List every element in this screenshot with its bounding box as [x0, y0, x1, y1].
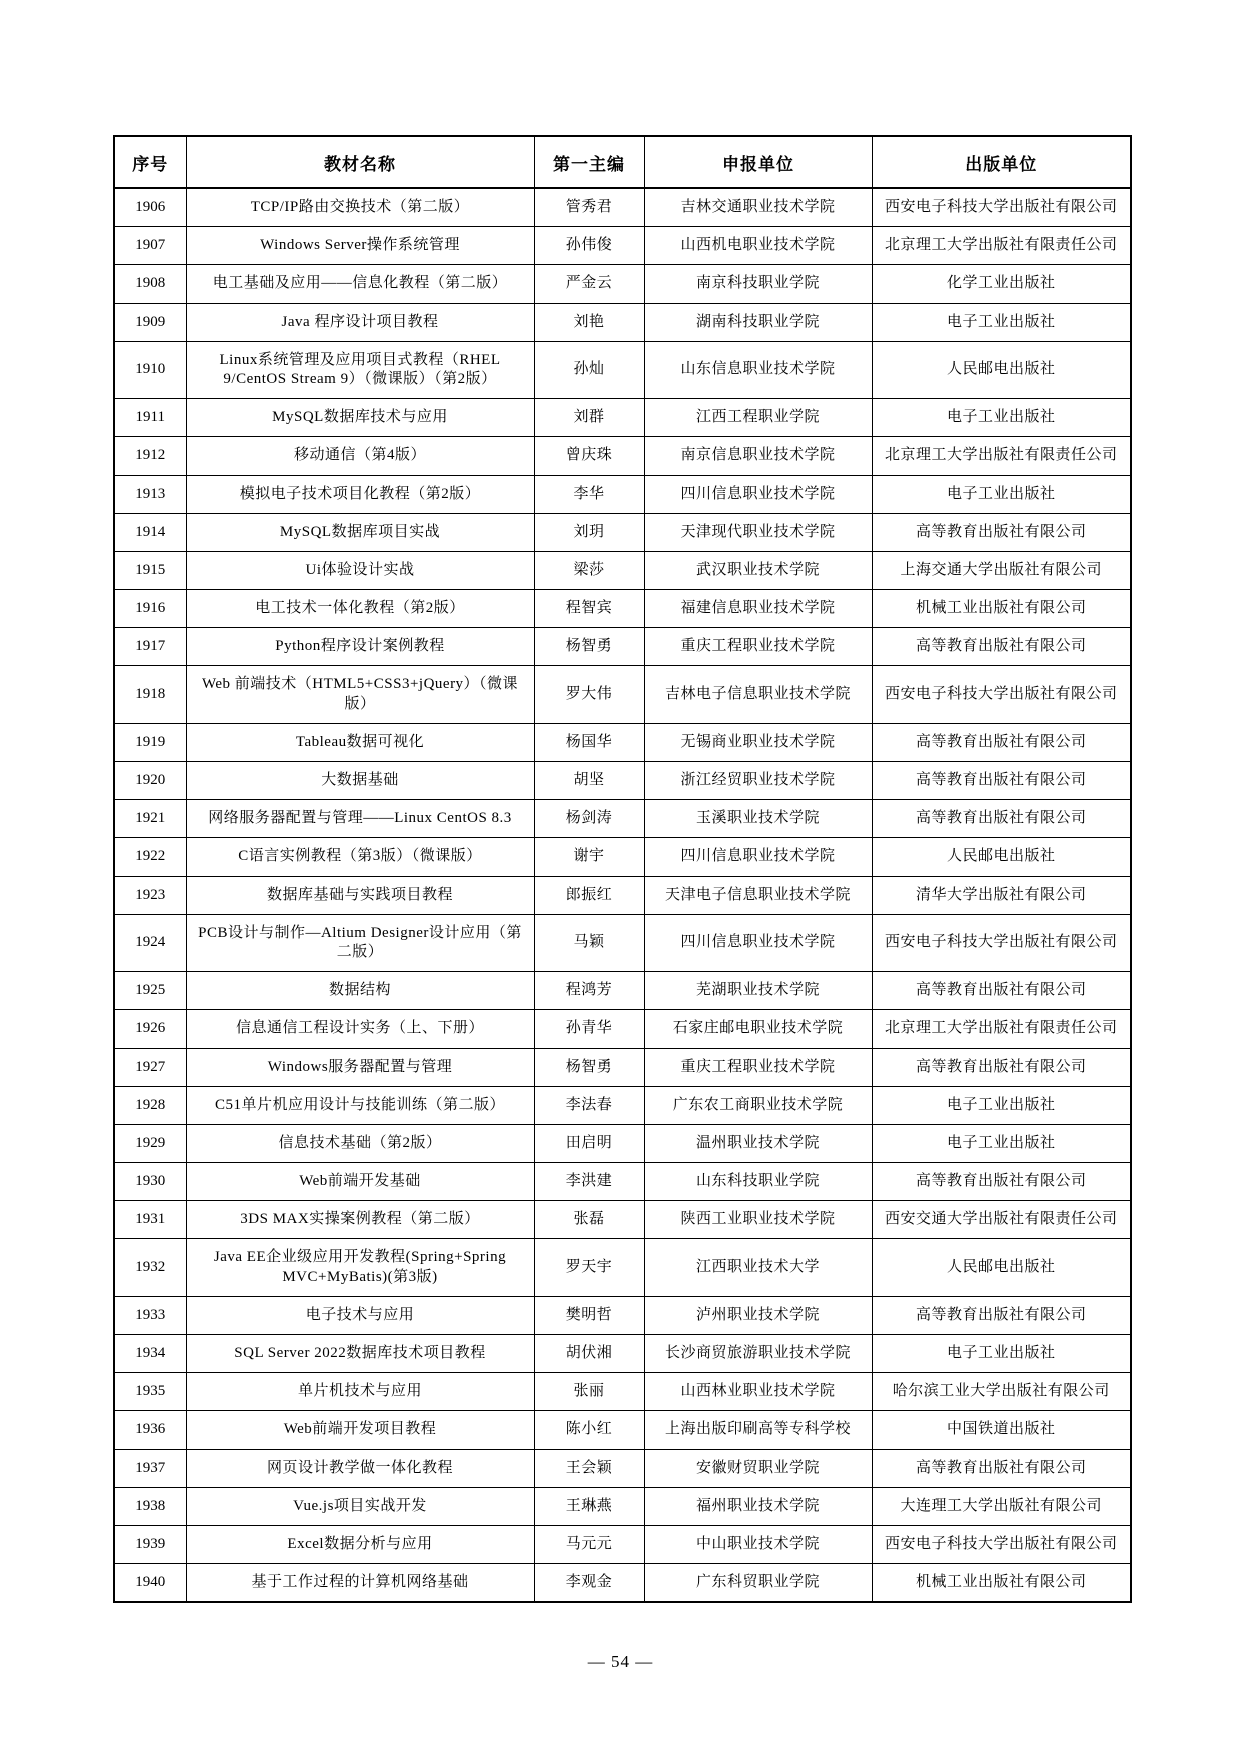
cell-publishing-institution: 高等教育出版社有限公司 [872, 1048, 1131, 1086]
cell-first-chief-editor: 胡伏湘 [534, 1335, 644, 1373]
cell-publishing-institution: 电子工业出版社 [872, 1086, 1131, 1124]
cell-serial-number: 1935 [114, 1373, 186, 1411]
cell-first-chief-editor: 罗天宇 [534, 1239, 644, 1296]
cell-serial-number: 1916 [114, 590, 186, 628]
cell-serial-number: 1925 [114, 972, 186, 1010]
cell-serial-number: 1932 [114, 1239, 186, 1296]
cell-serial-number: 1934 [114, 1335, 186, 1373]
cell-applying-institution: 南京科技职业学院 [644, 265, 872, 303]
cell-applying-institution: 福建信息职业技术学院 [644, 590, 872, 628]
cell-publishing-institution: 高等教育出版社有限公司 [872, 628, 1131, 666]
table-row [114, 1048, 1131, 1086]
cell-publishing-institution: 机械工业出版社有限公司 [872, 590, 1131, 628]
cell-first-chief-editor: 梁莎 [534, 551, 644, 589]
cell-publishing-institution: 化学工业出版社 [872, 265, 1131, 303]
cell-publishing-institution: 电子工业出版社 [872, 1124, 1131, 1162]
cell-first-chief-editor: 李洪建 [534, 1163, 644, 1201]
table-row [114, 800, 1131, 838]
table-row [114, 341, 1131, 398]
cell-textbook-name: Ui体验设计实战 [186, 551, 534, 589]
table-row [114, 303, 1131, 341]
cell-textbook-name: 电工技术一体化教程（第2版） [186, 590, 534, 628]
cell-first-chief-editor: 杨智勇 [534, 628, 644, 666]
cell-textbook-name: 网络服务器配置与管理——Linux CentOS 8.3 [186, 800, 534, 838]
cell-applying-institution: 山西林业职业技术学院 [644, 1373, 872, 1411]
textbook-table [113, 135, 1132, 1603]
table-row [114, 1010, 1131, 1048]
table-header [114, 136, 1131, 188]
cell-first-chief-editor: 王琳燕 [534, 1487, 644, 1525]
cell-first-chief-editor: 李法春 [534, 1086, 644, 1124]
cell-serial-number: 1939 [114, 1525, 186, 1563]
cell-applying-institution: 石家庄邮电职业技术学院 [644, 1010, 872, 1048]
table-row [114, 590, 1131, 628]
cell-publishing-institution: 高等教育出版社有限公司 [872, 800, 1131, 838]
table-row [114, 1201, 1131, 1239]
table-row [114, 762, 1131, 800]
cell-serial-number: 1912 [114, 437, 186, 475]
cell-publishing-institution: 高等教育出版社有限公司 [872, 723, 1131, 761]
cell-first-chief-editor: 管秀君 [534, 188, 644, 227]
cell-publishing-institution: 哈尔滨工业大学出版社有限公司 [872, 1373, 1131, 1411]
cell-serial-number: 1907 [114, 227, 186, 265]
cell-applying-institution: 安徽财贸职业学院 [644, 1449, 872, 1487]
cell-applying-institution: 四川信息职业技术学院 [644, 838, 872, 876]
cell-serial-number: 1928 [114, 1086, 186, 1124]
cell-textbook-name: Excel数据分析与应用 [186, 1525, 534, 1563]
cell-publishing-institution: 西安电子科技大学出版社有限公司 [872, 914, 1131, 971]
cell-textbook-name: Java EE企业级应用开发教程(Spring+Spring MVC+MyBatis)(第3版) [186, 1239, 534, 1296]
cell-publishing-institution: 清华大学出版社有限公司 [872, 876, 1131, 914]
cell-publishing-institution: 高等教育出版社有限公司 [872, 1296, 1131, 1334]
cell-publishing-institution: 电子工业出版社 [872, 475, 1131, 513]
cell-publishing-institution: 高等教育出版社有限公司 [872, 972, 1131, 1010]
cell-applying-institution: 四川信息职业技术学院 [644, 914, 872, 971]
cell-publishing-institution: 高等教育出版社有限公司 [872, 1163, 1131, 1201]
cell-textbook-name: 模拟电子技术项目化教程（第2版） [186, 475, 534, 513]
cell-applying-institution: 长沙商贸旅游职业技术学院 [644, 1335, 872, 1373]
cell-serial-number: 1908 [114, 265, 186, 303]
cell-first-chief-editor: 张磊 [534, 1201, 644, 1239]
cell-applying-institution: 山西机电职业技术学院 [644, 227, 872, 265]
cell-first-chief-editor: 谢宇 [534, 838, 644, 876]
table-row [114, 1296, 1131, 1334]
cell-textbook-name: 信息技术基础（第2版） [186, 1124, 534, 1162]
cell-first-chief-editor: 胡坚 [534, 762, 644, 800]
header-row [114, 136, 1131, 188]
cell-first-chief-editor: 刘玥 [534, 513, 644, 551]
cell-first-chief-editor: 王会颖 [534, 1449, 644, 1487]
cell-applying-institution: 广东农工商职业技术学院 [644, 1086, 872, 1124]
cell-first-chief-editor: 曾庆珠 [534, 437, 644, 475]
cell-applying-institution: 吉林电子信息职业技术学院 [644, 666, 872, 723]
cell-serial-number: 1931 [114, 1201, 186, 1239]
cell-textbook-name: 电工基础及应用——信息化教程（第二版） [186, 265, 534, 303]
cell-textbook-name: 3DS MAX实操案例教程（第二版） [186, 1201, 534, 1239]
cell-first-chief-editor: 孙灿 [534, 341, 644, 398]
cell-applying-institution: 福州职业技术学院 [644, 1487, 872, 1525]
cell-first-chief-editor: 樊明哲 [534, 1296, 644, 1334]
cell-serial-number: 1914 [114, 513, 186, 551]
cell-applying-institution: 江西工程职业学院 [644, 399, 872, 437]
cell-applying-institution: 山东科技职业学院 [644, 1163, 872, 1201]
table-row [114, 227, 1131, 265]
table-row [114, 1411, 1131, 1449]
cell-applying-institution: 天津现代职业技术学院 [644, 513, 872, 551]
cell-first-chief-editor: 孙青华 [534, 1010, 644, 1048]
table-row [114, 1525, 1131, 1563]
cell-textbook-name: 数据结构 [186, 972, 534, 1010]
cell-serial-number: 1929 [114, 1124, 186, 1162]
cell-textbook-name: 信息通信工程设计实务（上、下册） [186, 1010, 534, 1048]
page-number: — 54 — [587, 1652, 654, 1671]
cell-applying-institution: 芜湖职业技术学院 [644, 972, 872, 1010]
cell-serial-number: 1911 [114, 399, 186, 437]
cell-serial-number: 1906 [114, 188, 186, 227]
table-row [114, 265, 1131, 303]
table-row [114, 1449, 1131, 1487]
cell-textbook-name: Windows服务器配置与管理 [186, 1048, 534, 1086]
cell-textbook-name: Windows Server操作系统管理 [186, 227, 534, 265]
cell-publishing-institution: 电子工业出版社 [872, 399, 1131, 437]
cell-first-chief-editor: 程智宾 [534, 590, 644, 628]
cell-applying-institution: 玉溪职业技术学院 [644, 800, 872, 838]
cell-publishing-institution: 西安电子科技大学出版社有限公司 [872, 188, 1131, 227]
cell-textbook-name: 单片机技术与应用 [186, 1373, 534, 1411]
table-row [114, 666, 1131, 723]
cell-publishing-institution: 电子工业出版社 [872, 1335, 1131, 1373]
cell-applying-institution: 上海出版印刷高等专科学校 [644, 1411, 872, 1449]
cell-serial-number: 1940 [114, 1564, 186, 1603]
cell-applying-institution: 重庆工程职业技术学院 [644, 628, 872, 666]
cell-textbook-name: 基于工作过程的计算机网络基础 [186, 1564, 534, 1603]
header-first-chief-editor: 第一主编 [534, 136, 644, 188]
cell-textbook-name: Vue.js项目实战开发 [186, 1487, 534, 1525]
cell-publishing-institution: 机械工业出版社有限公司 [872, 1564, 1131, 1603]
cell-applying-institution: 广东科贸职业学院 [644, 1564, 872, 1603]
header-textbook-name: 教材名称 [186, 136, 534, 188]
cell-textbook-name: 大数据基础 [186, 762, 534, 800]
cell-serial-number: 1920 [114, 762, 186, 800]
cell-first-chief-editor: 李观金 [534, 1564, 644, 1603]
cell-first-chief-editor: 李华 [534, 475, 644, 513]
table-row [114, 1487, 1131, 1525]
table-row [114, 1564, 1131, 1603]
table-row [114, 1239, 1131, 1296]
cell-first-chief-editor: 田启明 [534, 1124, 644, 1162]
table-row [114, 399, 1131, 437]
cell-textbook-name: SQL Server 2022数据库技术项目教程 [186, 1335, 534, 1373]
cell-publishing-institution: 西安电子科技大学出版社有限公司 [872, 666, 1131, 723]
cell-first-chief-editor: 刘艳 [534, 303, 644, 341]
cell-first-chief-editor: 马元元 [534, 1525, 644, 1563]
cell-applying-institution: 江西职业技术大学 [644, 1239, 872, 1296]
cell-first-chief-editor: 马颖 [534, 914, 644, 971]
cell-publishing-institution: 北京理工大学出版社有限责任公司 [872, 227, 1131, 265]
table-row [114, 838, 1131, 876]
cell-textbook-name: Python程序设计案例教程 [186, 628, 534, 666]
cell-first-chief-editor: 杨国华 [534, 723, 644, 761]
table-row [114, 1335, 1131, 1373]
cell-serial-number: 1923 [114, 876, 186, 914]
cell-textbook-name: 数据库基础与实践项目教程 [186, 876, 534, 914]
cell-first-chief-editor: 严金云 [534, 265, 644, 303]
cell-applying-institution: 南京信息职业技术学院 [644, 437, 872, 475]
cell-first-chief-editor: 陈小红 [534, 1411, 644, 1449]
table-row [114, 876, 1131, 914]
cell-serial-number: 1930 [114, 1163, 186, 1201]
cell-serial-number: 1919 [114, 723, 186, 761]
cell-first-chief-editor: 罗大伟 [534, 666, 644, 723]
table-row [114, 475, 1131, 513]
cell-publishing-institution: 北京理工大学出版社有限责任公司 [872, 1010, 1131, 1048]
table-row [114, 437, 1131, 475]
cell-first-chief-editor: 杨智勇 [534, 1048, 644, 1086]
header-applying-institution: 申报单位 [644, 136, 872, 188]
cell-serial-number: 1937 [114, 1449, 186, 1487]
cell-serial-number: 1922 [114, 838, 186, 876]
cell-textbook-name: PCB设计与制作—Altium Designer设计应用（第二版） [186, 914, 534, 971]
cell-textbook-name: TCP/IP路由交换技术（第二版） [186, 188, 534, 227]
table-row [114, 628, 1131, 666]
cell-applying-institution: 中山职业技术学院 [644, 1525, 872, 1563]
cell-textbook-name: Java 程序设计项目教程 [186, 303, 534, 341]
cell-first-chief-editor: 张丽 [534, 1373, 644, 1411]
table-body [114, 188, 1131, 1602]
cell-applying-institution: 山东信息职业技术学院 [644, 341, 872, 398]
table-row [114, 551, 1131, 589]
cell-serial-number: 1938 [114, 1487, 186, 1525]
cell-publishing-institution: 高等教育出版社有限公司 [872, 1449, 1131, 1487]
cell-publishing-institution: 北京理工大学出版社有限责任公司 [872, 437, 1131, 475]
cell-serial-number: 1913 [114, 475, 186, 513]
cell-textbook-name: MySQL数据库技术与应用 [186, 399, 534, 437]
header-serial-number: 序号 [114, 136, 186, 188]
cell-publishing-institution: 中国铁道出版社 [872, 1411, 1131, 1449]
table-row [114, 1373, 1131, 1411]
cell-serial-number: 1910 [114, 341, 186, 398]
cell-applying-institution: 四川信息职业技术学院 [644, 475, 872, 513]
cell-serial-number: 1933 [114, 1296, 186, 1334]
cell-applying-institution: 武汉职业技术学院 [644, 551, 872, 589]
table-row [114, 1086, 1131, 1124]
cell-first-chief-editor: 杨剑涛 [534, 800, 644, 838]
table-row [114, 513, 1131, 551]
cell-textbook-name: Web前端开发项目教程 [186, 1411, 534, 1449]
cell-applying-institution: 湖南科技职业学院 [644, 303, 872, 341]
cell-textbook-name: C51单片机应用设计与技能训练（第二版） [186, 1086, 534, 1124]
cell-serial-number: 1918 [114, 666, 186, 723]
cell-textbook-name: 网页设计教学做一体化教程 [186, 1449, 534, 1487]
cell-publishing-institution: 大连理工大学出版社有限公司 [872, 1487, 1131, 1525]
cell-applying-institution: 无锡商业职业技术学院 [644, 723, 872, 761]
cell-first-chief-editor: 程鸿芳 [534, 972, 644, 1010]
cell-applying-institution: 泸州职业技术学院 [644, 1296, 872, 1334]
table-row [114, 914, 1131, 971]
cell-first-chief-editor: 孙伟俊 [534, 227, 644, 265]
cell-textbook-name: Tableau数据可视化 [186, 723, 534, 761]
table-row [114, 1163, 1131, 1201]
cell-serial-number: 1921 [114, 800, 186, 838]
cell-serial-number: 1909 [114, 303, 186, 341]
cell-applying-institution: 吉林交通职业技术学院 [644, 188, 872, 227]
cell-applying-institution: 天津电子信息职业技术学院 [644, 876, 872, 914]
cell-serial-number: 1926 [114, 1010, 186, 1048]
cell-publishing-institution: 西安电子科技大学出版社有限公司 [872, 1525, 1131, 1563]
cell-publishing-institution: 高等教育出版社有限公司 [872, 762, 1131, 800]
cell-publishing-institution: 电子工业出版社 [872, 303, 1131, 341]
cell-textbook-name: 移动通信（第4版） [186, 437, 534, 475]
table-row [114, 188, 1131, 227]
cell-textbook-name: 电子技术与应用 [186, 1296, 534, 1334]
cell-applying-institution: 温州职业技术学院 [644, 1124, 872, 1162]
cell-serial-number: 1936 [114, 1411, 186, 1449]
cell-serial-number: 1917 [114, 628, 186, 666]
cell-publishing-institution: 上海交通大学出版社有限公司 [872, 551, 1131, 589]
cell-publishing-institution: 高等教育出版社有限公司 [872, 513, 1131, 551]
cell-applying-institution: 陕西工业职业技术学院 [644, 1201, 872, 1239]
cell-textbook-name: Web前端开发基础 [186, 1163, 534, 1201]
header-publishing-institution: 出版单位 [872, 136, 1131, 188]
cell-textbook-name: C语言实例教程（第3版）（微课版） [186, 838, 534, 876]
cell-publishing-institution: 西安交通大学出版社有限责任公司 [872, 1201, 1131, 1239]
cell-serial-number: 1915 [114, 551, 186, 589]
cell-publishing-institution: 人民邮电出版社 [872, 838, 1131, 876]
cell-applying-institution: 浙江经贸职业技术学院 [644, 762, 872, 800]
cell-serial-number: 1924 [114, 914, 186, 971]
cell-publishing-institution: 人民邮电出版社 [872, 341, 1131, 398]
cell-first-chief-editor: 郎振红 [534, 876, 644, 914]
table-row [114, 723, 1131, 761]
table-row [114, 1124, 1131, 1162]
cell-publishing-institution: 人民邮电出版社 [872, 1239, 1131, 1296]
cell-textbook-name: Web 前端技术（HTML5+CSS3+jQuery）（微课版） [186, 666, 534, 723]
cell-textbook-name: Linux系统管理及应用项目式教程（RHEL 9/CentOS Stream 9）（微课版）（第2版） [186, 341, 534, 398]
cell-first-chief-editor: 刘群 [534, 399, 644, 437]
cell-applying-institution: 重庆工程职业技术学院 [644, 1048, 872, 1086]
cell-serial-number: 1927 [114, 1048, 186, 1086]
table-row [114, 972, 1131, 1010]
cell-textbook-name: MySQL数据库项目实战 [186, 513, 534, 551]
